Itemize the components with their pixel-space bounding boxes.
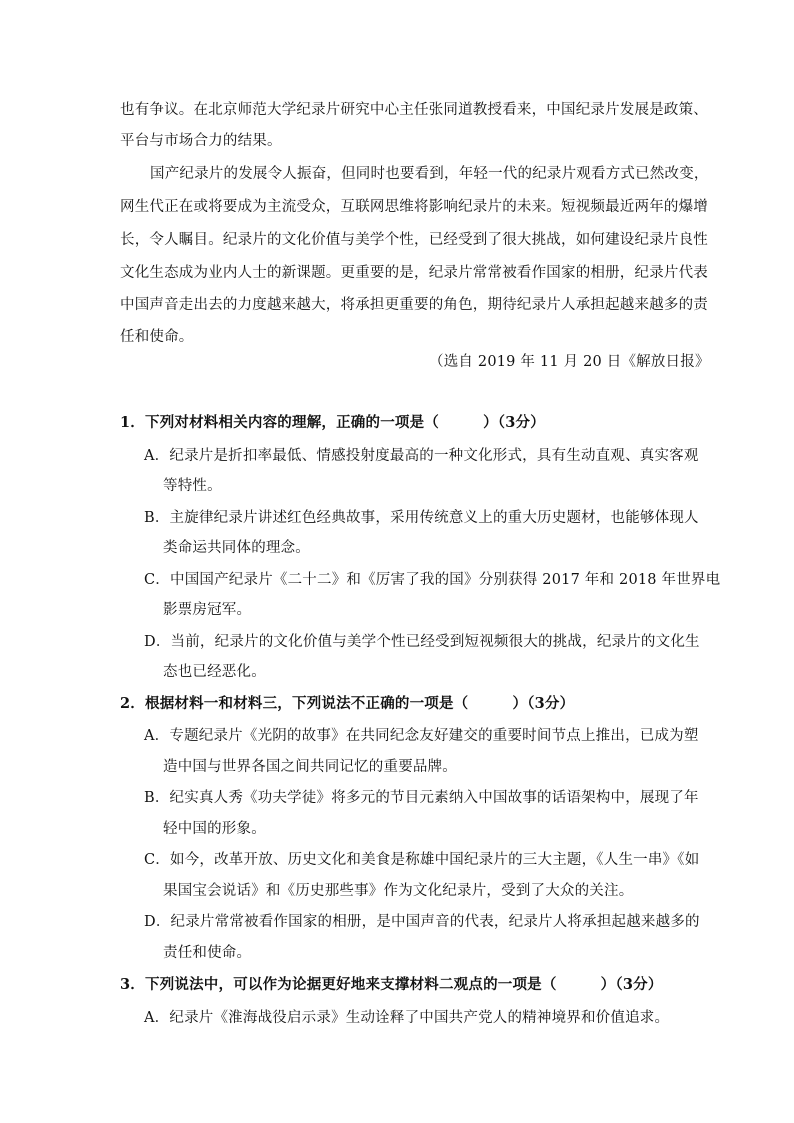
passage-line: 网生代正在或将要成为主流受众，互联网思维将影响纪录片的未来。短视频最近两年的爆增 [120,199,708,215]
question-1-option-a-cont: 等特性。 [163,478,222,494]
question-3-title: 3．下列说法中，可以作为论据更好地来支撑材料二观点的一项是（ ）（3分） [120,976,663,993]
passage-line: 中国声音走出去的力度越来越大，将承担更重要的角色，期待纪录片人承担起越来越多的责 [120,297,708,313]
question-1-option-d-cont: 态也已经恶化。 [163,664,266,680]
question-2-option-d-cont: 责任和使命。 [163,945,252,961]
question-1-option-b: B．主旋律纪录片讲述红色经典故事，采用传统意义上的重大历史题材，也能够体现人 [144,510,699,526]
question-2-title: 2．根据材料一和材料三，下列说法不正确的一项是（ ）（3分） [120,695,575,712]
question-2-option-b-cont: 轻中国的形象。 [163,821,266,837]
question-2-option-d: D．纪录片常常被看作国家的相册，是中国声音的代表，纪录片人将承担起越来越多的 [144,914,700,930]
question-2-option-b: B．纪实真人秀《功夫学徒》将多元的节目元素纳入中国故事的话语架构中，展现了年 [144,790,699,806]
question-1-option-b-cont: 类命运共同体的理念。 [163,540,310,556]
passage-line: 文化生态成为业内人士的新课题。更重要的是，纪录片常常被看作国家的相册，纪录片代表 [120,265,708,281]
source-citation: （选自 2019 年 11 月 20 日《解放日报》 [429,354,710,370]
question-1-option-d: D．当前，纪录片的文化价值与美学个性已经受到短视频很大的挑战，纪录片的文化生 [144,634,700,650]
passage-line: 长，令人瞩目。纪录片的文化价值与美学个性，已经受到了很大挑战，如何建设纪录片良性 [120,232,708,248]
question-2-option-a: A．专题纪录片《光阴的故事》在共同纪念友好建交的重要时间节点上推出，已成为塑 [144,728,699,744]
question-3-option-a: A．纪录片《淮海战役启示录》生动诠释了中国共产党人的精神境界和价值追求。 [144,1010,670,1026]
question-2-option-c-cont: 果国宝会说话》和《历史那些事》作为文化纪录片，受到了大众的关注。 [163,883,634,899]
question-1-option-a: A．纪录片是折扣率最低、情感投射度最高的一种文化形式，具有生动直观、真实客观 [144,448,699,464]
question-2-option-c: C．如今，改革开放、历史文化和美食是称雄中国纪录片的三大主题，《人生一串》《如 [144,852,700,868]
passage-line: 也有争议。在北京师范大学纪录片研究中心主任张同道教授看来，中国纪录片发展是政策、 [120,102,708,118]
question-2-option-a-cont: 造中国与世界各国之间共同记忆的重要品牌。 [163,759,457,775]
question-1-option-c-cont: 影票房冠军。 [163,602,252,618]
question-1-title: 1．下列对材料相关内容的理解，正确的一项是（ ）（3分） [120,414,545,431]
question-1-option-c: C．中国国产纪录片《二十二》和《厉害了我的国》分别获得 2017 年和 2018 年世界电 [144,572,721,588]
passage-line: 国产纪录片的发展令人振奋，但同时也要看到，年轻一代的纪录片观看方式已然改变， [150,166,709,182]
passage-line: 平台与市场合力的结果。 [120,133,282,149]
passage-line: 任和使命。 [120,329,194,345]
